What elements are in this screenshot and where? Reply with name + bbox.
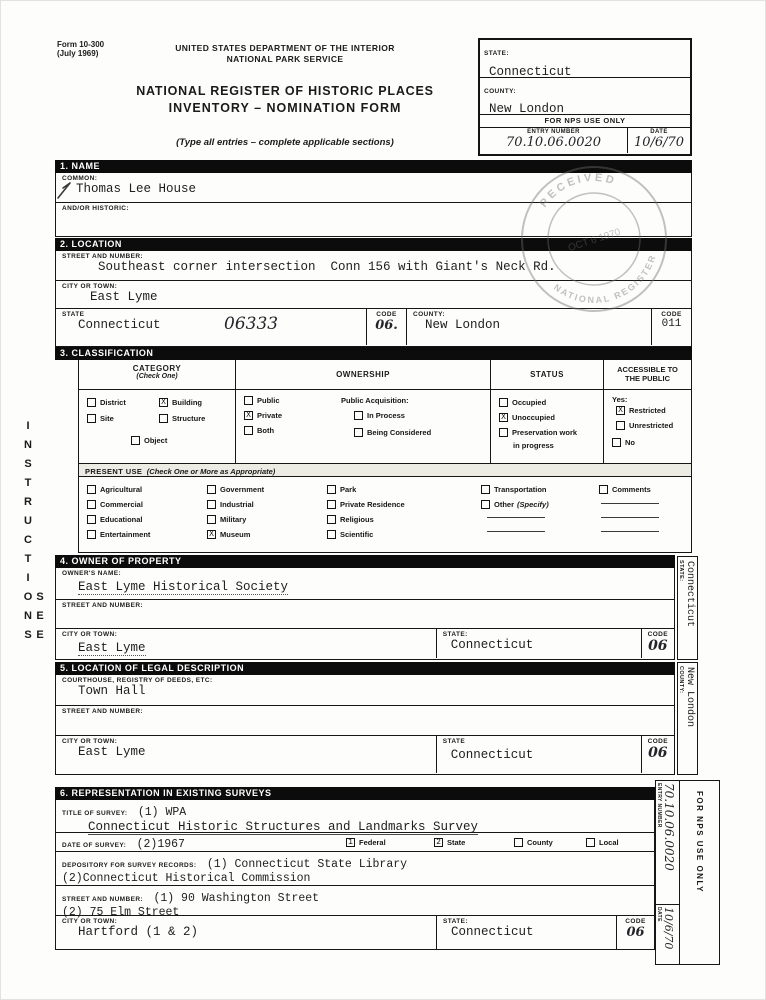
park-label: Park xyxy=(340,485,357,494)
blank-line xyxy=(487,531,545,532)
transportation-checkbox xyxy=(481,485,490,494)
state-label: STATE xyxy=(62,311,85,318)
survey-state-value: Connecticut xyxy=(451,925,534,939)
accessible-header-cell xyxy=(604,360,691,389)
nps-county-cell xyxy=(480,78,690,115)
checkbox-unoccupied xyxy=(499,413,555,422)
section2-bar: 2. LOCATION xyxy=(55,238,692,251)
stamp-text-bottom: NATIONAL REGISTER xyxy=(552,252,659,306)
checkbox-both xyxy=(244,426,274,435)
survey-street-label: STREET AND NUMBER: xyxy=(62,896,143,903)
religious-label: Religious xyxy=(340,515,374,524)
building-label: Building xyxy=(172,398,202,407)
type-all-entries-note: (Type all entries – complete applicable sections) xyxy=(176,137,394,148)
survey-date-label: DATE OF SURVEY: xyxy=(62,842,127,849)
form-title xyxy=(75,84,495,115)
stamp-text-mid: OCT 6 1970 xyxy=(566,226,622,255)
sidebar-entry-cell xyxy=(656,781,679,905)
checkbox-structure xyxy=(159,414,205,423)
common-name-label: COMMON: xyxy=(62,175,98,182)
industrial-label: Industrial xyxy=(220,500,254,509)
restricted-label: Restricted xyxy=(629,406,666,415)
blank-line xyxy=(601,517,659,518)
handwritten-check-mark xyxy=(56,180,74,200)
both-label: Both xyxy=(257,426,275,435)
sidebar-county-value: New London xyxy=(684,667,695,728)
section5-box xyxy=(55,675,675,775)
scientific-label: Scientific xyxy=(340,530,374,539)
sidebar-county-strip xyxy=(677,662,698,775)
nps-county-label: COUNTY: xyxy=(484,88,516,95)
see-instructions-vertical: SEE INSTRUCTIONS xyxy=(22,420,46,648)
checkbox-preservation-work xyxy=(499,428,577,437)
checkbox-transportation xyxy=(481,485,547,494)
sidebar-date-value: 10/6/70 xyxy=(662,907,675,950)
depository-label: DEPOSITORY FOR SURVEY RECORDS: xyxy=(62,862,197,869)
blank-line xyxy=(487,517,545,518)
county-label: COUNTY: xyxy=(413,311,445,318)
state-code-cell xyxy=(366,309,406,345)
nps-state-value: Connecticut xyxy=(489,65,572,79)
owner-street-row xyxy=(56,600,674,629)
structure-checkbox xyxy=(159,414,168,423)
checkbox-site xyxy=(87,414,114,423)
section3-bar: 3. CLASSIFICATION xyxy=(55,347,692,360)
public-acquisition-label: Public Acquisition: xyxy=(341,396,409,405)
checkbox-scientific xyxy=(327,530,373,539)
military-label: Military xyxy=(220,515,247,524)
owner-state-cell xyxy=(436,629,641,658)
district-label: District xyxy=(100,398,126,407)
street-value: Southeast corner intersection Conn 156 with Giant's Neck Rd. xyxy=(98,260,556,274)
checkbox-commercial xyxy=(87,500,143,509)
nps-state-label: STATE: xyxy=(484,50,509,57)
object-label: Object xyxy=(144,436,168,445)
public-label: Public xyxy=(257,396,280,405)
legal-state-value: Connecticut xyxy=(450,748,534,762)
county-level-label: County xyxy=(527,838,553,847)
survey-title-value2: Connecticut Historic Structures and Landmarks Survey xyxy=(88,820,479,834)
public-checkbox xyxy=(244,396,253,405)
street-label: STREET AND NUMBER: xyxy=(62,253,143,260)
legal-code-label: CODE xyxy=(647,738,668,745)
commercial-label: Commercial xyxy=(100,500,143,509)
accessible-yes-label: Yes: xyxy=(612,395,628,404)
survey-code-label: CODE xyxy=(625,918,646,925)
classification-table xyxy=(78,360,692,553)
state-cell xyxy=(56,309,366,345)
preservation-label-line2: in progress xyxy=(513,441,554,450)
courthouse-row xyxy=(56,675,674,706)
occupied-label: Occupied xyxy=(512,398,547,407)
department-line1: UNITED STATES DEPARTMENT OF THE INTERIOR xyxy=(175,43,395,53)
stamp-text-top: RECEIVED xyxy=(537,171,619,210)
industrial-checkbox xyxy=(207,500,216,509)
other-label: Other xyxy=(494,500,515,509)
section5-bar: 5. LOCATION OF LEGAL DESCRIPTION xyxy=(55,662,675,675)
classification-body-row xyxy=(79,390,691,464)
owner-state-value: Connecticut xyxy=(450,638,534,652)
other-specify-note: (Specify) xyxy=(517,500,549,509)
owner-name-label: OWNER'S NAME: xyxy=(62,570,122,577)
agricultural-checkbox xyxy=(87,485,96,494)
section6-bar: 6. REPRESENTATION IN EXISTING SURVEYS xyxy=(55,787,655,800)
accessible-cell xyxy=(604,390,691,463)
courthouse-value: Town Hall xyxy=(78,684,146,698)
section4-bar: 4. OWNER OF PROPERTY xyxy=(55,555,675,568)
owner-code-value: 06 xyxy=(648,638,668,654)
nps-entry-row xyxy=(480,128,690,153)
checkbox-building xyxy=(159,398,202,407)
nps-use-only-header: FOR NPS USE ONLY xyxy=(480,115,690,128)
checkbox-other xyxy=(481,500,549,509)
local-level-label: Local xyxy=(599,838,619,847)
survey-city-cell xyxy=(56,916,436,949)
survey-date-row xyxy=(56,833,654,852)
legal-state-cell xyxy=(436,736,641,773)
status-cell xyxy=(491,390,604,463)
depository-row xyxy=(56,852,654,886)
county-code-value: 011 xyxy=(661,318,682,330)
depository-value1: (1) Connecticut State Library xyxy=(206,858,408,871)
checkbox-private-residence xyxy=(327,500,405,509)
site-label: Site xyxy=(100,414,114,423)
present-use-note: (Check One or More as Appropriate) xyxy=(146,467,276,476)
unrestricted-label: Unrestricted xyxy=(629,421,674,430)
private-checkbox: X xyxy=(244,411,253,420)
sidebar-date-cell xyxy=(656,905,679,964)
section4-box xyxy=(55,568,675,660)
survey-city-value: Hartford (1 & 2) xyxy=(78,925,199,939)
department-line2: NATIONAL PARK SERVICE xyxy=(226,54,344,64)
unrestricted-checkbox xyxy=(616,421,625,430)
state-value: Connecticut xyxy=(78,318,161,332)
military-checkbox xyxy=(207,515,216,524)
unoccupied-label: Unoccupied xyxy=(512,413,555,422)
county-level-checkbox xyxy=(514,838,523,847)
survey-state-label: STATE: xyxy=(443,918,468,925)
common-name-value: Thomas Lee House xyxy=(76,182,197,196)
form-title-line2: INVENTORY – NOMINATION FORM xyxy=(168,101,402,115)
date-label: DATE xyxy=(650,129,668,135)
site-checkbox xyxy=(87,414,96,423)
legal-code-cell xyxy=(641,736,674,773)
educational-label: Educational xyxy=(100,515,143,524)
legal-city-value: East Lyme xyxy=(78,745,146,759)
nps-state-cell xyxy=(480,40,690,78)
checkbox-district xyxy=(87,398,126,407)
survey-street-value1: (1) 90 Washington Street xyxy=(153,892,320,905)
private-residence-checkbox xyxy=(327,500,336,509)
county-value: New London xyxy=(425,318,501,332)
owner-city-label: CITY OR TOWN: xyxy=(62,631,118,638)
checkbox-educational xyxy=(87,515,143,524)
checkbox-no xyxy=(612,438,635,447)
department-heading xyxy=(120,43,450,64)
checkbox-public xyxy=(244,396,280,405)
checkbox-military xyxy=(207,515,246,524)
nps-entry-number-cell xyxy=(480,128,628,153)
federal-checkbox: 1 xyxy=(346,838,355,847)
sidebar-county-label: COUNTY: xyxy=(678,666,684,694)
ownership-header: OWNERSHIP xyxy=(236,360,491,389)
legal-street-label: STREET AND NUMBER: xyxy=(62,708,143,715)
government-checkbox xyxy=(207,485,216,494)
survey-street-row xyxy=(56,886,654,919)
entertainment-label: Entertainment xyxy=(100,530,151,539)
private-label: Private xyxy=(257,411,283,420)
present-use-body xyxy=(79,477,691,551)
state-code-label: CODE xyxy=(376,311,397,318)
category-header-cell xyxy=(79,360,236,389)
object-checkbox xyxy=(131,436,140,445)
present-use-title: PRESENT USE xyxy=(85,467,143,476)
checkbox-government xyxy=(207,485,264,494)
survey-city-state-row xyxy=(56,916,654,949)
state-level-label: State xyxy=(447,838,466,847)
educational-checkbox xyxy=(87,515,96,524)
in-process-checkbox xyxy=(354,411,363,420)
owner-code-cell xyxy=(641,629,674,658)
checkbox-comments xyxy=(599,485,651,494)
date-value: 10/6/70 xyxy=(633,135,685,150)
section6-box xyxy=(55,800,655,950)
religious-checkbox xyxy=(327,515,336,524)
checkbox-agricultural xyxy=(87,485,142,494)
legal-city-state-row xyxy=(56,736,674,773)
agricultural-label: Agricultural xyxy=(100,485,143,494)
checkbox-unrestricted xyxy=(616,421,673,430)
blank-line xyxy=(601,503,659,504)
legal-code-value: 06 xyxy=(648,745,668,761)
survey-title-row xyxy=(56,800,654,833)
survey-title-label: TITLE OF SURVEY: xyxy=(62,810,128,817)
category-header-note: (Check One) xyxy=(136,373,178,380)
district-checkbox xyxy=(87,398,96,407)
classification-header-row xyxy=(79,360,691,390)
blank-line xyxy=(601,531,659,532)
private-residence-label: Private Residence xyxy=(340,500,405,509)
no-label: No xyxy=(625,438,635,447)
category-cell xyxy=(79,390,236,463)
being-considered-label: Being Considered xyxy=(367,428,432,437)
restricted-checkbox: X xyxy=(616,406,625,415)
sidebar-date-label: DATE xyxy=(656,907,662,922)
survey-date-value: (2)1967 xyxy=(136,838,185,851)
courthouse-label: COURTHOUSE, REGISTRY OF DEEDS, ETC: xyxy=(62,677,213,684)
form-revision: (July 1969) xyxy=(57,49,99,58)
sidebar-state-strip xyxy=(677,556,698,660)
museum-checkbox: X xyxy=(207,530,216,539)
checkbox-occupied xyxy=(499,398,546,407)
historic-name-label: AND/OR HISTORIC: xyxy=(62,205,129,212)
owner-city-state-row xyxy=(56,629,674,658)
sidebar-entry-value: 70.10.06.0020 xyxy=(662,783,676,871)
museum-label: Museum xyxy=(220,530,251,539)
city-value: East Lyme xyxy=(90,290,158,304)
survey-title-value1: (1) WPA xyxy=(137,806,187,819)
form-number-block xyxy=(57,40,104,58)
survey-city-label: CITY OR TOWN: xyxy=(62,918,118,925)
checkbox-industrial xyxy=(207,500,254,509)
depository-value2: (2)Connecticut Historical Commission xyxy=(62,872,311,885)
owner-code-label: CODE xyxy=(647,631,668,638)
preservation-label: Preservation work xyxy=(512,428,578,437)
checkbox-being-considered xyxy=(354,428,431,437)
owner-name-row xyxy=(56,568,674,600)
building-checkbox: X xyxy=(159,398,168,407)
entry-number-value: 70.10.06.0020 xyxy=(505,135,602,150)
checkbox-federal xyxy=(346,838,386,847)
no-checkbox xyxy=(612,438,621,447)
survey-code-cell xyxy=(616,916,654,949)
checkbox-restricted xyxy=(616,406,666,415)
state-code-value: 06. xyxy=(375,318,398,333)
entertainment-checkbox xyxy=(87,530,96,539)
county-code-cell xyxy=(651,309,691,345)
sidebar-nps-label: FOR NPS USE ONLY xyxy=(695,791,704,893)
being-considered-checkbox xyxy=(354,428,363,437)
state-zip-handwritten: 06333 xyxy=(224,314,279,334)
checkbox-private xyxy=(244,411,282,420)
scientific-checkbox xyxy=(327,530,336,539)
legal-city-label: CITY OR TOWN: xyxy=(62,738,118,745)
checkbox-state-level xyxy=(434,838,465,847)
accessible-header: ACCESSIBLE TO THE PUBLIC xyxy=(617,365,678,384)
entry-number-label: ENTRY NUMBER xyxy=(527,129,580,135)
legal-street-row xyxy=(56,706,674,736)
in-process-label: In Process xyxy=(367,411,405,420)
nps-use-only-box xyxy=(478,38,692,156)
legal-state-label: STATE xyxy=(442,738,466,745)
owner-state-label: STATE: xyxy=(442,631,468,638)
survey-state-cell xyxy=(436,916,616,949)
transportation-label: Transportation xyxy=(494,485,547,494)
other-checkbox xyxy=(481,500,490,509)
checkbox-entertainment xyxy=(87,530,150,539)
checkbox-park xyxy=(327,485,356,494)
nps-date-cell xyxy=(628,128,690,153)
state-level-checkbox: 2 xyxy=(434,838,443,847)
checkbox-county-level xyxy=(514,838,553,847)
local-level-checkbox xyxy=(586,838,595,847)
structure-label: Structure xyxy=(172,414,206,423)
sidebar-state-value: Connecticut xyxy=(684,561,695,628)
occupied-checkbox xyxy=(499,398,508,407)
checkbox-museum xyxy=(207,530,250,539)
sidebar-nps-cell xyxy=(680,781,719,964)
federal-label: Federal xyxy=(359,838,386,847)
checkbox-religious xyxy=(327,515,374,524)
park-checkbox xyxy=(327,485,336,494)
present-use-header xyxy=(79,464,691,477)
checkbox-local-level xyxy=(586,838,619,847)
checkbox-in-process xyxy=(354,411,405,420)
owner-street-label: STREET AND NUMBER: xyxy=(62,602,143,609)
status-header: STATUS xyxy=(491,360,604,389)
form-title-line1: NATIONAL REGISTER OF HISTORIC PLACES xyxy=(136,84,434,98)
legal-city-cell xyxy=(56,736,436,773)
comments-label: Comments xyxy=(612,485,651,494)
comments-checkbox xyxy=(599,485,608,494)
owner-city-value: East Lyme xyxy=(78,641,146,655)
checkbox-object xyxy=(131,436,167,445)
nps-county-value: New London xyxy=(489,102,565,116)
sidebar-entry-date-column xyxy=(656,781,680,964)
preservation-checkbox xyxy=(499,428,508,437)
survey-code-value: 06 xyxy=(626,925,645,940)
owner-name-value: East Lyme Historical Society xyxy=(78,580,289,594)
unoccupied-checkbox: X xyxy=(499,413,508,422)
city-label: CITY OR TOWN: xyxy=(62,283,118,290)
county-code-label: CODE xyxy=(661,311,682,318)
owner-city-cell xyxy=(56,629,436,658)
section1-bar: 1. NAME xyxy=(55,160,692,173)
both-checkbox xyxy=(244,426,253,435)
ownership-cell xyxy=(236,390,491,463)
form-number: Form 10-300 xyxy=(57,40,105,49)
government-label: Government xyxy=(220,485,265,494)
survey-street-value2: (2) 75 Elm Street xyxy=(62,906,180,919)
sidebar-entry-label: ENTRY NUMBER xyxy=(656,783,662,828)
sidebar-nps-block xyxy=(655,780,720,965)
sidebar-state-label: STATE: xyxy=(678,560,684,582)
category-header: CATEGORY xyxy=(132,364,182,373)
commercial-checkbox xyxy=(87,500,96,509)
